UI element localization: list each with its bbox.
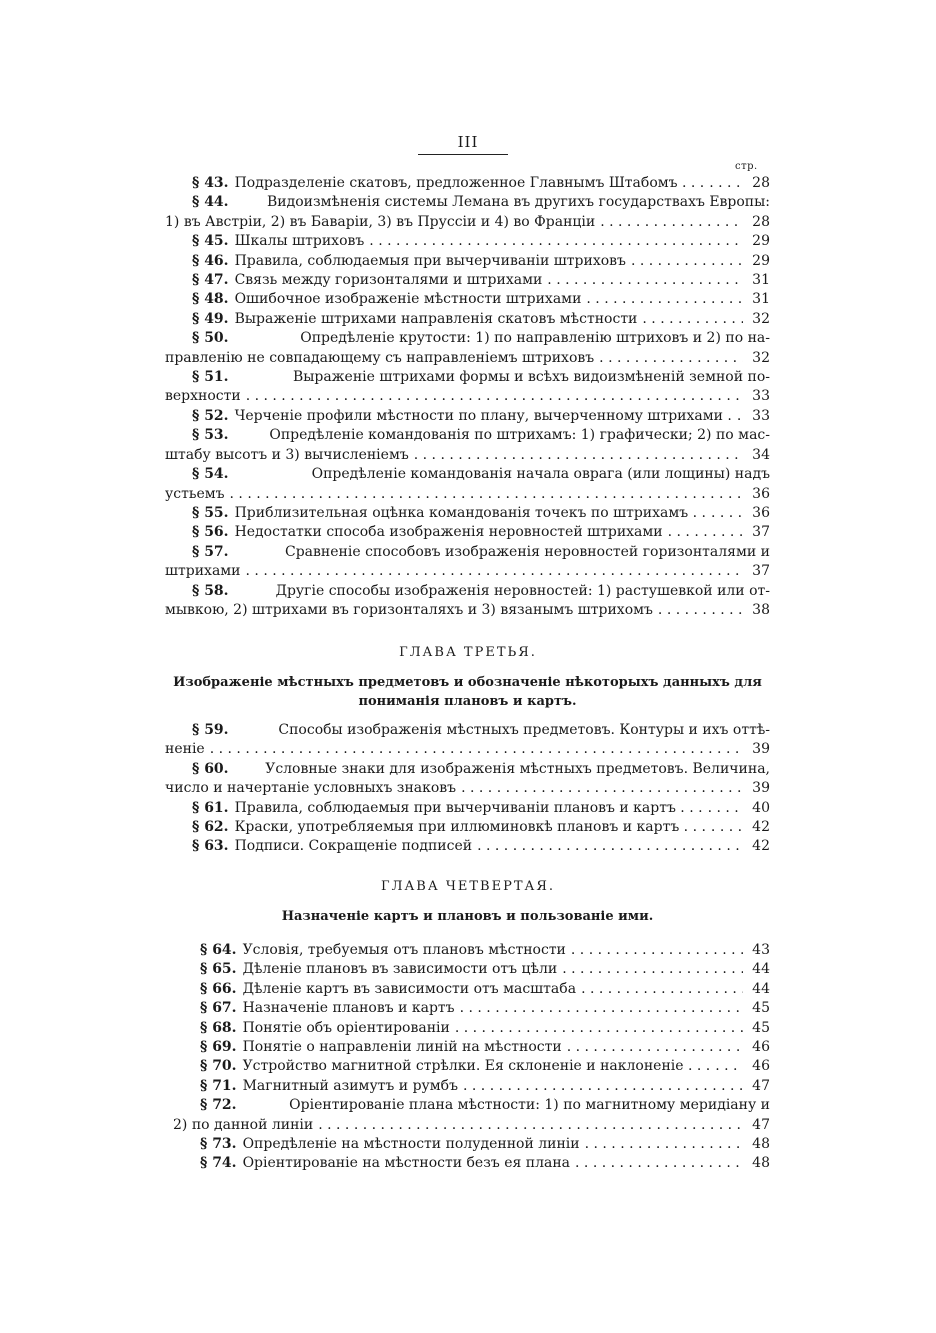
toc-entry	[173, 1077, 770, 1096]
toc-entry	[165, 760, 770, 799]
section-number: § 71.	[200, 1077, 237, 1094]
dot-leader	[210, 740, 743, 759]
toc-entry	[173, 960, 770, 979]
section-number: § 73.	[200, 1136, 237, 1153]
page-ref: 29	[752, 233, 770, 250]
entry-title-text: Дѣленіе картъ въ зависимости отъ масштаба	[242, 980, 577, 997]
toc-chapter-4	[173, 941, 770, 1174]
section-number: § 47.	[192, 272, 229, 289]
entry-title-text: Связь между горизонталями и штрихами	[234, 272, 543, 289]
section-number: § 56.	[192, 524, 229, 541]
dot-leader	[711, 504, 743, 523]
toc-entry-line	[173, 960, 770, 979]
section-number: § 68.	[200, 1019, 237, 1036]
entry-title-text: Ошибочное изображеніе мѣстности штрихами	[234, 291, 582, 308]
section-number: § 54.	[192, 466, 229, 483]
toc-entry-line	[165, 721, 770, 740]
dot-leader	[708, 799, 743, 818]
dot-leader	[571, 941, 743, 960]
section-number: § 58.	[192, 582, 229, 599]
dot-leader	[414, 446, 743, 465]
entry-title-text: Понятіе объ оріентированіи	[242, 1019, 450, 1036]
toc-entry-line	[165, 818, 770, 837]
toc-entry	[165, 465, 770, 504]
toc-entry-line	[165, 601, 770, 620]
chapter-4-subtitle: Назначеніе картъ и плановъ и пользованіе ими.	[281, 909, 654, 924]
toc-entry-line	[165, 582, 770, 601]
entry-title-text: Приблизительная оцѣнка командованія точекъ по штрихамъ . .	[234, 504, 706, 521]
chapter-3-subtitle	[165, 673, 770, 711]
dot-leader	[599, 349, 743, 368]
toc-entry-line	[165, 446, 770, 465]
toc-entry	[173, 1038, 770, 1057]
section-number: § 74.	[200, 1155, 237, 1172]
dot-leader	[461, 779, 743, 798]
toc-entry	[165, 818, 770, 837]
entry-title-text: Правила, соблюдаемыя при вычерчиваніи штриховъ	[234, 252, 626, 269]
section-number: § 43.	[192, 175, 229, 191]
section-number: § 50.	[192, 330, 229, 347]
toc-entry-line	[165, 368, 770, 387]
page-ref: 45	[752, 1000, 770, 1017]
dot-leader	[463, 1077, 743, 1096]
dot-leader	[711, 818, 743, 837]
page-ref: 46	[752, 1058, 770, 1075]
toc-entry	[173, 980, 770, 999]
entry-title-text: Другіе способы изображенія неровностей: 1) растушевкой или от-	[275, 582, 770, 599]
dot-leader	[737, 407, 743, 426]
dot-leader	[600, 213, 743, 232]
section-number: § 60.	[192, 760, 229, 777]
toc-entry	[165, 271, 770, 290]
entry-title-text: неніе	[165, 741, 205, 758]
toc-entry-line	[173, 1135, 770, 1154]
dot-leader	[709, 174, 743, 193]
entry-title-text: Дѣленіе плановъ въ зависимости отъ цѣли	[242, 961, 558, 978]
toc-entry-line	[173, 1077, 770, 1096]
section-number: § 44.	[192, 194, 229, 211]
section-number: § 46.	[192, 252, 229, 269]
page-ref: 33	[752, 407, 770, 424]
toc-chapter-3	[165, 721, 770, 857]
entry-title-text: мывкою, 2) штрихами въ горизонталяхъ и 3) вязанымъ штрихомъ	[165, 601, 653, 618]
toc-entry	[165, 799, 770, 818]
toc-entry	[165, 252, 770, 271]
dot-leader	[715, 1057, 743, 1076]
toc-entry-line	[165, 837, 770, 856]
toc-entry	[165, 232, 770, 251]
dot-leader	[567, 1038, 743, 1057]
page-ref: 45	[752, 1019, 770, 1036]
toc-entry-line	[165, 799, 770, 818]
page-ref: 36	[752, 504, 770, 521]
page-ref: 47	[752, 1077, 770, 1094]
toc-entry	[173, 1057, 770, 1076]
entry-title-text: Опредѣленіе командованія начала оврага (или лощины) надъ	[311, 466, 770, 483]
dot-leader	[455, 1019, 743, 1038]
entry-title-text: Выраженіе штрихами направленія скатовъ мѣстности	[234, 310, 638, 327]
toc-entry-line	[173, 980, 770, 999]
entry-title-text: Оріентированіе плана мѣстности: 1) по магнитному меридіану и	[289, 1097, 770, 1114]
page-ref: 31	[752, 291, 770, 308]
toc-entry	[165, 504, 770, 523]
entry-title-text: Подразделеніе скатовъ, предложенное Главнымъ Штабомъ . . .	[234, 175, 705, 191]
section-number: § 52.	[192, 407, 229, 424]
entry-title-text: Понятіе о направленіи линій на мѣстности	[242, 1039, 562, 1056]
toc-entry-line	[165, 310, 770, 329]
toc-entry-line	[173, 1096, 770, 1115]
toc-entry-line	[173, 1057, 770, 1076]
entry-title-text: Сравненіе способовъ изображенія неровностей горизонталями и	[285, 543, 770, 560]
dot-leader	[668, 523, 743, 542]
page-ref: 32	[752, 349, 770, 366]
toc-entry-line	[165, 779, 770, 798]
toc-entry	[165, 174, 770, 193]
toc-entry	[165, 310, 770, 329]
dot-leader	[547, 271, 743, 290]
dot-leader	[318, 1116, 743, 1135]
toc-entry-line	[165, 213, 770, 232]
entry-title-text: Видоизмѣненія системы Лемана въ другихъ государствахъ Европы:	[266, 194, 770, 211]
section-number: § 49.	[192, 310, 229, 327]
toc-entry-line	[165, 349, 770, 368]
chapter-3-subtitle-line-2: пониманія плановъ и картъ.	[358, 694, 577, 709]
toc-entry	[165, 721, 770, 760]
page-ref: 28	[752, 175, 770, 191]
entry-title-text: Магнитный азимутъ и румбъ	[242, 1077, 458, 1094]
entry-title-text: Опредѣленіе командованія по штрихамъ: 1) графически; 2) по мас-	[269, 427, 770, 444]
page-ref: 42	[752, 838, 770, 855]
toc-entry	[165, 543, 770, 582]
toc-entry	[165, 329, 770, 368]
page-ref: 37	[752, 524, 770, 541]
section-number: § 72.	[200, 1097, 237, 1114]
entry-title-text: штабу высотъ и 3) вычисленіемъ	[165, 446, 409, 463]
section-number: § 66.	[200, 980, 237, 997]
toc-entry	[165, 523, 770, 542]
toc-entry-line	[165, 543, 770, 562]
dot-leader	[246, 387, 743, 406]
page-ref: 38	[752, 601, 770, 618]
page-ref: 46	[752, 1039, 770, 1056]
toc-entry-line	[165, 329, 770, 348]
page-ref: 48	[752, 1136, 770, 1153]
dot-leader	[246, 562, 743, 581]
toc-entry-line	[173, 999, 770, 1018]
toc-entry-line	[173, 1038, 770, 1057]
toc-entry	[165, 582, 770, 621]
toc-entry	[173, 999, 770, 1018]
page-column-label: стр.	[735, 161, 758, 172]
entry-title-text: Краски, употребляемыя при иллюминовкѣ плановъ и картъ . . .	[234, 819, 706, 836]
toc-entry-line	[165, 387, 770, 406]
dot-leader	[581, 980, 743, 999]
dot-leader	[369, 232, 743, 251]
entry-title-text: 2) по данной линіи	[173, 1116, 314, 1133]
toc-entry	[165, 407, 770, 426]
dot-leader	[631, 252, 743, 271]
section-number: § 69.	[200, 1039, 237, 1056]
section-number: § 51.	[192, 369, 229, 386]
entry-title-text: Правила, соблюдаемыя при вычерчиваніи плановъ и картъ . . .	[234, 799, 703, 816]
toc-entry	[165, 193, 770, 232]
toc-entry-line	[165, 465, 770, 484]
section-number: § 63.	[192, 838, 229, 855]
dot-leader	[586, 290, 743, 309]
chapter-3-title: ГЛАВА ТРЕТЬЯ.	[399, 645, 537, 660]
entry-title-text: Опредѣленіе крутости: 1) по направленію штриховъ и 2) по на-	[300, 330, 770, 347]
dot-leader	[477, 837, 743, 856]
entry-title-text: Способы изображенія мѣстныхъ предметовъ. Контуры и ихъ оттѣ-	[278, 722, 770, 738]
toc-entry-line	[165, 760, 770, 779]
section-number: § 48.	[192, 291, 229, 308]
entry-title-text: Недостатки способа изображенія неровностей штрихами	[234, 524, 663, 541]
toc-entry	[173, 1019, 770, 1038]
section-number: § 57.	[192, 543, 229, 560]
section-number: § 64.	[200, 942, 237, 958]
toc-entry-line	[165, 193, 770, 212]
page-ref: 39	[752, 780, 770, 797]
page-ref: 40	[752, 799, 770, 816]
section-number: § 67.	[200, 1000, 237, 1017]
entry-title-text: Условія, требуемыя отъ плановъ мѣстности	[242, 942, 566, 958]
entry-title-text: штрихами	[165, 563, 241, 580]
page-ref: 48	[752, 1155, 770, 1172]
dot-leader	[585, 1135, 743, 1154]
page-ref: 28	[752, 213, 770, 230]
entry-title-text: устьемъ	[165, 485, 225, 502]
toc-entry-line	[165, 504, 770, 523]
dot-leader	[460, 999, 743, 1018]
section-number: § 55.	[192, 504, 229, 521]
dot-leader	[230, 485, 743, 504]
chapter-3-subtitle-line-1: Изображеніе мѣстныхъ предметовъ и обозначеніе нѣкоторыхъ данныхъ для	[173, 675, 762, 690]
page-number-rule	[418, 154, 508, 155]
page-ref: 32	[752, 310, 770, 327]
toc-entry-line	[165, 485, 770, 504]
toc-entry	[173, 941, 770, 960]
entry-title-text: Шкалы штриховъ	[234, 233, 365, 250]
entry-title-text: Выраженіе штрихами формы и всѣхъ видоизмѣненій земной по-	[292, 369, 770, 386]
toc-entry-line	[173, 1154, 770, 1173]
toc-entry	[173, 1154, 770, 1173]
toc-entry-line	[165, 562, 770, 581]
page-ref: 34	[752, 446, 770, 463]
dot-leader	[642, 310, 743, 329]
section-number: § 53.	[192, 427, 229, 444]
page-ref: 44	[752, 980, 770, 997]
section-number: § 62.	[192, 819, 229, 836]
toc-entry-line	[165, 290, 770, 309]
section-number: § 61.	[192, 799, 229, 816]
toc-entry	[165, 290, 770, 309]
toc-entry	[165, 837, 770, 856]
entry-title-text: Назначеніе плановъ и картъ	[242, 1000, 455, 1017]
entry-title-text: Условные знаки для изображенія мѣстныхъ предметовъ. Величина,	[265, 760, 770, 777]
entry-title-text: Устройство магнитной стрѣлки. Ея склоненіе и наклоненіе . . .	[242, 1058, 711, 1075]
toc-entry	[165, 426, 770, 465]
entry-title-text: правленію не совпадающему съ направленіемъ штриховъ	[165, 349, 595, 366]
toc-entry	[173, 1135, 770, 1154]
toc-entry-line	[165, 740, 770, 759]
toc-entry-line	[165, 252, 770, 271]
page-ref: 37	[752, 563, 770, 580]
page-ref: 29	[752, 252, 770, 269]
section-number: § 65.	[200, 961, 237, 978]
toc-entry-line	[165, 426, 770, 445]
toc-entry-line	[173, 941, 770, 960]
toc-entry-line	[165, 232, 770, 251]
section-number: § 70.	[200, 1058, 237, 1075]
toc-entry	[173, 1096, 770, 1135]
dot-leader	[658, 601, 743, 620]
entry-title-text: 1) въ Австріи, 2) въ Баваріи, 3) въ Пруссіи и 4) во Франціи	[165, 213, 596, 230]
dot-leader	[575, 1154, 743, 1173]
toc-entry-line	[165, 271, 770, 290]
toc-entry-line	[165, 407, 770, 426]
section-number: § 45.	[192, 233, 229, 250]
page-ref: 39	[752, 741, 770, 758]
page-ref: 36	[752, 485, 770, 502]
toc-entry-line	[173, 1019, 770, 1038]
page-ref: 31	[752, 272, 770, 289]
toc-section-hachures	[165, 174, 770, 620]
page-ref: 44	[752, 961, 770, 978]
entry-title-text: Подписи. Сокращеніе подписей	[234, 838, 473, 855]
page-ref: 47	[752, 1116, 770, 1133]
dot-leader	[562, 960, 743, 979]
entry-title-text: Черченіе профили мѣстности по плану, вычерченному штрихами .	[234, 407, 732, 424]
toc-entry	[165, 368, 770, 407]
entry-title-text: число и начертаніе условныхъ знаковъ	[165, 780, 457, 797]
entry-title-text: Опредѣленіе на мѣстности полуденной линіи	[242, 1136, 580, 1153]
toc-entry-line	[165, 174, 770, 193]
entry-title-text: верхности	[165, 388, 241, 405]
page-ref: 33	[752, 388, 770, 405]
page-number: III	[457, 133, 479, 151]
chapter-4-title: ГЛАВА ЧЕТВЕРТАЯ.	[381, 879, 555, 894]
page-ref: 43	[752, 942, 770, 958]
page-ref: 42	[752, 819, 770, 836]
toc-entry-line	[173, 1116, 770, 1135]
entry-title-text: Оріентированіе на мѣстности безъ ея плана	[242, 1155, 571, 1172]
toc-entry-line	[165, 523, 770, 542]
section-number: § 59.	[192, 722, 229, 738]
